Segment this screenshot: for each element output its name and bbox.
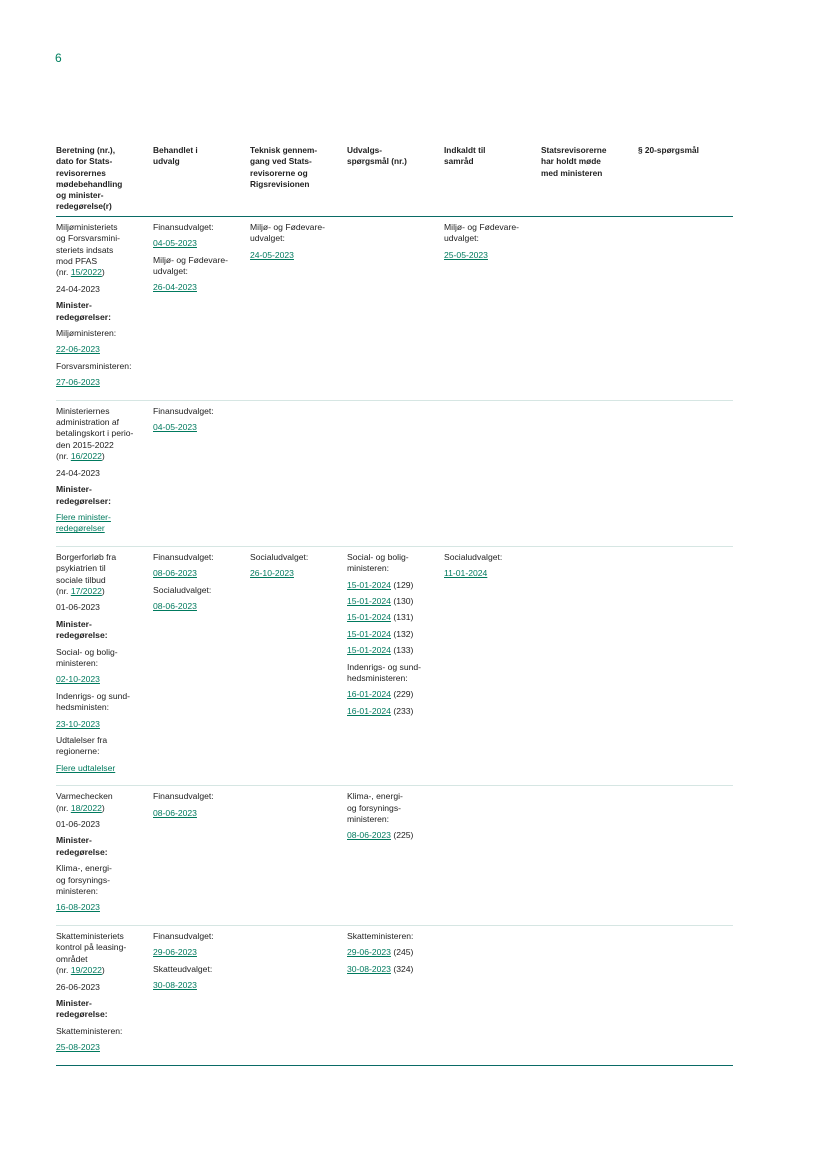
date-link[interactable]: 29-06-2023	[347, 947, 391, 958]
committee-label: Skatteministeren:	[347, 930, 414, 941]
committee-label: Finansudvalget:	[153, 551, 214, 562]
committee-label: Skatteudvalget:	[153, 963, 213, 974]
date-line	[153, 947, 246, 958]
report-title: Skatteministeriets kontrol på leasing- området	[56, 930, 127, 964]
report-title: Varmechecken	[56, 791, 113, 802]
table-row	[56, 546, 733, 786]
cell-c6	[541, 786, 638, 926]
date-link[interactable]: 08-06-2023	[347, 830, 391, 841]
question-entry	[347, 706, 440, 717]
minister-name: Klima-, energi- og forsynings- ministeren:	[56, 863, 112, 897]
question-number: (132)	[393, 628, 414, 639]
cell-c2	[153, 925, 250, 1065]
cell-c6	[541, 546, 638, 786]
date-link[interactable]: 08-06-2023	[153, 568, 197, 579]
nr-prefix: (nr.	[56, 802, 71, 813]
cell-c4	[347, 546, 444, 786]
more-redegoerelser-link[interactable]: Flere minister- redegørelser	[56, 511, 111, 534]
header-samraad: Indkaldt til samråd	[444, 145, 541, 216]
date-link[interactable]: 15/2022	[70, 267, 102, 278]
date-link[interactable]: 26-10-2023	[250, 568, 294, 579]
cell-c4	[347, 786, 444, 926]
cell-c2	[153, 216, 250, 400]
date-line	[153, 422, 246, 433]
date-link[interactable]: 15-01-2024	[347, 645, 391, 656]
cell-beretning	[56, 786, 153, 926]
date-link[interactable]: 30-08-2023	[347, 963, 391, 974]
meeting-date: 01-06-2023	[56, 602, 100, 613]
header-beretning: Beretning (nr.), dato for Stats- revisorernes mødebehandling og minister- redegørelse(r)	[56, 145, 153, 216]
cell-beretning	[56, 216, 153, 400]
cell-c3	[250, 786, 347, 926]
date-line	[250, 250, 343, 261]
date-link[interactable]: 08-06-2023	[153, 600, 197, 611]
date-line	[153, 238, 246, 249]
cell-c3	[250, 216, 347, 400]
minister-link-line	[56, 719, 149, 730]
date-link[interactable]: 18/2022	[70, 802, 102, 813]
committee-label: Finansudvalget:	[153, 791, 214, 802]
date-line	[153, 282, 246, 293]
minister-name: Social- og bolig- ministeren:	[56, 646, 118, 668]
report-number	[56, 965, 149, 976]
minister-name: Forsvarsministeren:	[56, 360, 132, 371]
page-number: 6	[55, 51, 62, 65]
date-link[interactable]: 04-05-2023	[153, 238, 197, 249]
question-number: (130)	[393, 595, 414, 606]
question-entry	[347, 629, 440, 640]
report-number	[56, 267, 149, 278]
date-link[interactable]: 27-06-2023	[56, 377, 100, 388]
question-number: (245)	[393, 947, 414, 958]
cell-c7	[638, 786, 733, 926]
cell-c4	[347, 216, 444, 400]
report-title: Ministeriernes administration af betalingskort i perio- den 2015-2022	[56, 405, 134, 450]
minister-name: Skatteministeren:	[56, 1025, 123, 1036]
minister-link-line	[56, 674, 149, 685]
date-link[interactable]: 23-10-2023	[56, 718, 100, 729]
cell-c7	[638, 216, 733, 400]
date-link[interactable]: 16/2022	[70, 451, 102, 462]
nr-prefix: (nr.	[56, 585, 71, 596]
date-link[interactable]: 16-01-2024	[347, 689, 391, 700]
more-link-line	[56, 512, 149, 535]
header-paragraf-20: § 20-spørgsmål	[638, 145, 733, 216]
minister-label: Minister- redegørelser:	[56, 300, 111, 322]
cell-c3	[250, 925, 347, 1065]
nr-suffix: )	[101, 451, 105, 462]
committee-label: Finansudvalget:	[153, 930, 214, 941]
cell-c5	[444, 786, 541, 926]
question-entry	[347, 689, 440, 700]
date-link[interactable]: Flere udtalelser	[56, 762, 116, 773]
date-link[interactable]: 11-01-2024	[444, 568, 488, 579]
cell-c5	[444, 216, 541, 400]
cell-c3	[250, 400, 347, 546]
cell-c4	[347, 400, 444, 546]
date-link[interactable]: 15-01-2024	[347, 628, 391, 639]
date-link[interactable]: 04-05-2023	[153, 422, 197, 433]
question-entry	[347, 645, 440, 656]
question-entry	[347, 830, 440, 841]
nr-prefix: (nr.	[56, 451, 71, 462]
cell-c6	[541, 216, 638, 400]
date-link[interactable]: 17/2022	[70, 585, 102, 596]
cell-c5	[444, 400, 541, 546]
nr-suffix: )	[101, 802, 105, 813]
committee-label: Miljø- og Fødevare- udvalget:	[444, 221, 519, 244]
report-number	[56, 451, 149, 462]
cell-c5	[444, 546, 541, 786]
cell-c5	[444, 925, 541, 1065]
cell-c2	[153, 786, 250, 926]
minister-name: Udtalelser fra regionerne:	[56, 735, 108, 757]
question-number: (133)	[393, 645, 414, 656]
date-link[interactable]: 16-08-2023	[56, 902, 100, 913]
minister-label: Minister- redegørelse:	[56, 997, 108, 1020]
cell-beretning	[56, 925, 153, 1065]
minister-link-line	[56, 377, 149, 388]
committee-label: Finansudvalget:	[153, 405, 214, 416]
date-link[interactable]: 02-10-2023	[56, 674, 100, 685]
date-link[interactable]: 08-06-2023	[153, 807, 197, 818]
question-entry	[347, 964, 440, 975]
committee-label: Socialudvalget:	[444, 551, 503, 562]
table-row	[56, 925, 733, 1065]
header-udvalgsspoergsmaal: Udvalgs- spørgsmål (nr.)	[347, 145, 444, 216]
table-row	[56, 216, 733, 400]
cell-c6	[541, 400, 638, 546]
minister-label: Minister- redegørelse:	[56, 835, 108, 857]
question-number: (233)	[393, 705, 414, 716]
table-row	[56, 786, 733, 926]
committee-label: Socialudvalget:	[153, 584, 212, 595]
nr-suffix: )	[101, 267, 105, 278]
date-link[interactable]: 15-01-2024	[347, 612, 391, 623]
cell-c7	[638, 925, 733, 1065]
nr-suffix: )	[101, 585, 105, 596]
question-number: (129)	[393, 579, 414, 590]
cell-c3	[250, 546, 347, 786]
date-line	[444, 250, 537, 261]
question-number: (225)	[393, 830, 414, 841]
cell-beretning	[56, 400, 153, 546]
question-entry	[347, 596, 440, 607]
committee-label: Miljø- og Fødevare- udvalget:	[250, 221, 325, 244]
table-row	[56, 400, 733, 546]
minister-link-line	[56, 763, 149, 774]
question-entry	[347, 580, 440, 591]
question-entry	[347, 612, 440, 623]
date-line	[444, 568, 537, 579]
report-number	[56, 586, 149, 597]
question-number: (324)	[393, 963, 414, 974]
date-link[interactable]: 22-06-2023	[56, 344, 100, 355]
date-link[interactable]: 15-01-2024	[347, 595, 391, 606]
date-line	[153, 980, 246, 991]
committee-label: Social- og bolig- ministeren:	[347, 551, 409, 574]
cell-beretning	[56, 546, 153, 786]
date-link[interactable]: 26-04-2023	[153, 282, 197, 293]
cell-c7	[638, 546, 733, 786]
beretning-table	[56, 145, 733, 1066]
report-title: Borgerforløb fra psykiatrien til sociale tilbud	[56, 551, 117, 585]
meeting-date: 24-04-2023	[56, 283, 100, 294]
date-line	[250, 568, 343, 579]
minister-link-line	[56, 1042, 149, 1053]
date-line	[153, 808, 246, 819]
report-number	[56, 803, 149, 814]
cell-c7	[638, 400, 733, 546]
committee-label: Socialudvalget:	[250, 551, 309, 562]
minister-name: Indenrigs- og sund- hedsministen:	[56, 690, 131, 713]
date-line	[153, 601, 246, 612]
committee-label: Finansudvalget:	[153, 221, 214, 232]
cell-c2	[153, 400, 250, 546]
meeting-date: 26-06-2023	[56, 981, 100, 992]
date-link[interactable]: 24-05-2023	[250, 249, 294, 260]
question-entry	[347, 947, 440, 958]
date-line	[153, 568, 246, 579]
cell-c4	[347, 925, 444, 1065]
committee-label: Klima-, energi- og forsynings- ministeren:	[347, 791, 403, 825]
committee-label: Miljø- og Fødevare- udvalget:	[153, 254, 228, 276]
question-number: (131)	[393, 612, 414, 623]
header-teknisk-gennemgang: Teknisk gennem- gang ved Stats- revisorerne og Rigsrevisionen	[250, 145, 347, 216]
question-number: (229)	[393, 689, 414, 700]
date-link[interactable]: 16-01-2024	[347, 705, 391, 716]
cell-c2	[153, 546, 250, 786]
date-link[interactable]: 30-08-2023	[153, 980, 197, 991]
report-title: Miljøministeriets og Forsvarsmini- steriets indsats mod PFAS	[56, 221, 120, 266]
minister-link-line	[56, 902, 149, 913]
nr-prefix: (nr.	[56, 267, 71, 278]
table-header-row	[56, 145, 733, 216]
minister-link-line	[56, 344, 149, 355]
committee-label: Indenrigs- og sund- hedsministeren:	[347, 661, 422, 683]
minister-name: Miljøministeren:	[56, 328, 117, 339]
date-link[interactable]: 25-08-2023	[56, 1042, 100, 1053]
header-behandlet: Behandlet i udvalg	[153, 145, 250, 216]
nr-prefix: (nr.	[56, 965, 71, 976]
date-link[interactable]: 25-05-2023	[444, 249, 488, 260]
meeting-date: 24-04-2023	[56, 467, 100, 478]
header-moede-med-ministeren: Statsrevisorerne har holdt møde med ministeren	[541, 145, 638, 216]
minister-label: Minister- redegørelser:	[56, 484, 111, 506]
date-link[interactable]: 19/2022	[70, 965, 102, 976]
date-link[interactable]: 15-01-2024	[347, 579, 391, 590]
cell-c6	[541, 925, 638, 1065]
date-link[interactable]: 29-06-2023	[153, 947, 197, 958]
minister-label: Minister- redegørelse:	[56, 618, 108, 641]
nr-suffix: )	[101, 965, 105, 976]
meeting-date: 01-06-2023	[56, 819, 100, 830]
